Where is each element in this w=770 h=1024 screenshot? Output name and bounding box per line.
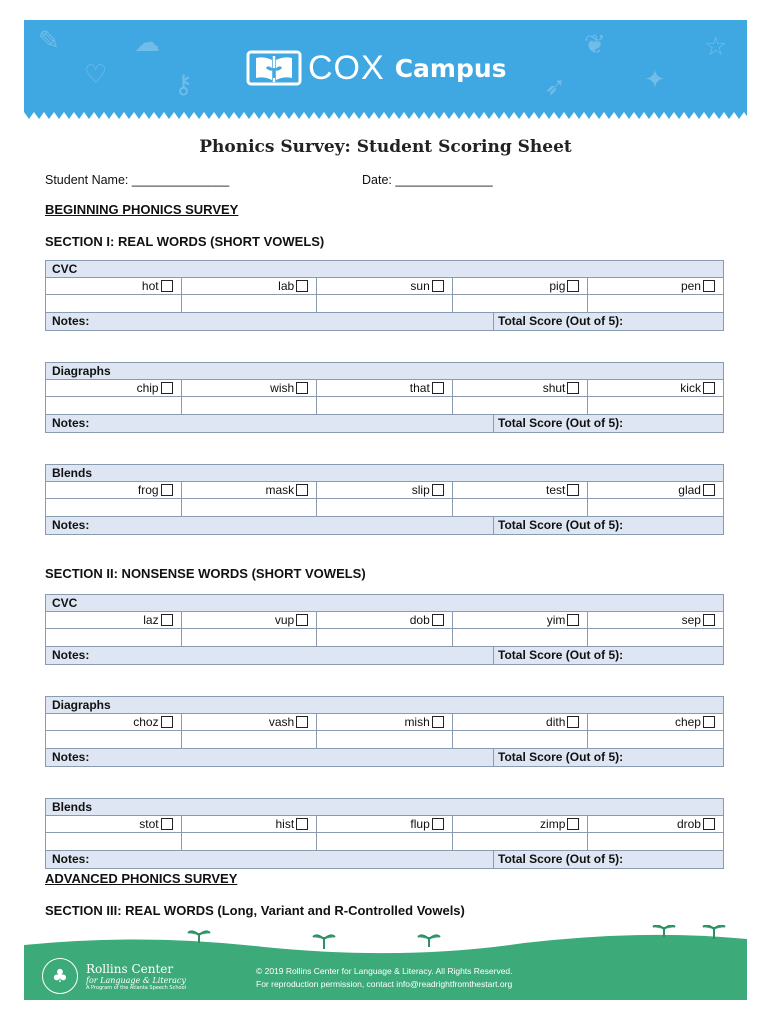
word-row xyxy=(46,380,723,397)
scoring-sheet-page xyxy=(24,20,747,1000)
org-tagline: A Program of the Atlanta Speech School xyxy=(86,984,187,991)
word-label: shut xyxy=(542,380,566,395)
word-checkbox[interactable] xyxy=(161,614,173,626)
word-cell xyxy=(182,482,318,498)
word-table xyxy=(45,594,724,665)
word-label: wish xyxy=(270,380,295,395)
tree-seal-icon: ♣ xyxy=(42,958,78,994)
word-checkbox[interactable] xyxy=(567,818,579,830)
word-cell xyxy=(182,612,318,628)
response-cell[interactable] xyxy=(588,833,723,850)
word-label: that xyxy=(409,380,430,395)
response-row xyxy=(46,833,723,851)
response-cell[interactable] xyxy=(453,499,589,516)
notes-field[interactable]: Notes: xyxy=(46,313,494,330)
total-score-field[interactable]: Total Score (Out of 5): xyxy=(498,416,624,430)
word-table xyxy=(45,362,724,433)
word-checkbox[interactable] xyxy=(567,484,579,496)
response-row xyxy=(46,295,723,313)
word-cell xyxy=(453,380,589,396)
word-checkbox[interactable] xyxy=(567,716,579,728)
word-checkbox[interactable] xyxy=(432,280,444,292)
word-row xyxy=(46,714,723,731)
word-checkbox[interactable] xyxy=(161,280,173,292)
notes-field[interactable]: Notes: xyxy=(46,851,494,868)
word-checkbox[interactable] xyxy=(432,382,444,394)
puzzle-icon: ✦ xyxy=(644,65,666,95)
word-checkbox[interactable] xyxy=(161,818,173,830)
total-score-field[interactable]: Total Score (Out of 5): xyxy=(498,750,624,764)
word-label: mish xyxy=(404,714,430,729)
total-score-field[interactable]: Total Score (Out of 5): xyxy=(498,314,624,328)
table-category: Diagraphs xyxy=(46,363,723,380)
word-checkbox[interactable] xyxy=(296,818,308,830)
word-checkbox[interactable] xyxy=(432,614,444,626)
table-category: CVC xyxy=(46,261,723,278)
word-cell xyxy=(588,278,723,294)
table-footer xyxy=(46,647,723,664)
word-table xyxy=(45,260,724,331)
word-cell xyxy=(588,714,723,730)
word-label: vash xyxy=(268,714,295,729)
table-footer xyxy=(46,517,723,534)
response-cell[interactable] xyxy=(588,295,723,312)
rocket-icon: ➶ xyxy=(544,72,566,102)
word-checkbox[interactable] xyxy=(567,614,579,626)
notes-field[interactable]: Notes: xyxy=(46,415,494,432)
response-cell[interactable] xyxy=(182,629,318,646)
table-category: Blends xyxy=(46,465,723,482)
response-cell[interactable] xyxy=(182,833,318,850)
notes-field[interactable]: Notes: xyxy=(46,647,494,664)
word-checkbox[interactable] xyxy=(296,614,308,626)
total-score-field[interactable]: Total Score (Out of 5): xyxy=(498,648,624,662)
response-cell[interactable] xyxy=(588,397,723,414)
word-checkbox[interactable] xyxy=(296,280,308,292)
word-cell xyxy=(182,816,318,832)
copyright-line: © 2019 Rollins Center for Language & Literacy. All Rights Reserved. xyxy=(256,966,513,976)
book-sprout-icon xyxy=(246,48,302,88)
word-cell xyxy=(46,482,182,498)
response-row xyxy=(46,731,723,749)
word-checkbox[interactable] xyxy=(567,382,579,394)
page-title: Phonics Survey: Student Scoring Sheet xyxy=(199,137,572,157)
notes-field[interactable]: Notes: xyxy=(46,749,494,766)
student-name-field[interactable]: Student Name: ______________ xyxy=(45,173,230,187)
table-category: Blends xyxy=(46,799,723,816)
table-category: Diagraphs xyxy=(46,697,723,714)
total-score-field[interactable]: Total Score (Out of 5): xyxy=(498,518,624,532)
word-checkbox[interactable] xyxy=(296,716,308,728)
table-footer xyxy=(46,415,723,432)
response-cell[interactable] xyxy=(588,731,723,748)
response-cell[interactable] xyxy=(453,833,589,850)
response-cell[interactable] xyxy=(46,629,182,646)
word-cell xyxy=(453,278,589,294)
response-row xyxy=(46,397,723,415)
word-label: mask xyxy=(265,482,295,497)
response-cell[interactable] xyxy=(317,397,453,414)
response-cell[interactable] xyxy=(453,731,589,748)
response-cell[interactable] xyxy=(46,833,182,850)
word-label: pen xyxy=(680,278,701,293)
org-subtitle: for Language & Literacy xyxy=(86,975,186,985)
logo-cox-text: COX xyxy=(308,48,385,87)
word-checkbox[interactable] xyxy=(703,382,715,394)
key-icon: ⚷ xyxy=(174,70,194,100)
section3-heading: SECTION III: REAL WORDS (Long, Variant and R-Controlled Vowels) xyxy=(45,903,465,918)
star-icon: ☆ xyxy=(704,32,728,62)
footer-band xyxy=(24,925,747,1000)
word-cell xyxy=(317,380,453,396)
word-label: lab xyxy=(278,278,295,293)
word-label: sun xyxy=(410,278,430,293)
word-cell xyxy=(46,278,182,294)
word-label: kick xyxy=(680,380,701,395)
response-cell[interactable] xyxy=(46,499,182,516)
word-cell xyxy=(182,278,318,294)
word-cell xyxy=(46,612,182,628)
word-cell xyxy=(453,482,589,498)
section2-heading: SECTION II: NONSENSE WORDS (SHORT VOWELS) xyxy=(45,566,366,581)
response-cell[interactable] xyxy=(317,629,453,646)
word-checkbox[interactable] xyxy=(567,280,579,292)
response-cell[interactable] xyxy=(588,629,723,646)
response-cell[interactable] xyxy=(46,731,182,748)
word-label: dith xyxy=(546,714,566,729)
header-banner xyxy=(24,20,747,112)
word-table xyxy=(45,798,724,869)
word-label: chip xyxy=(136,380,159,395)
table-footer xyxy=(46,749,723,766)
word-checkbox[interactable] xyxy=(703,716,715,728)
word-cell xyxy=(453,612,589,628)
cloud-icon: ☁ xyxy=(134,28,160,58)
word-checkbox[interactable] xyxy=(161,716,173,728)
word-label: flup xyxy=(410,816,430,831)
word-label: laz xyxy=(143,612,159,627)
response-cell[interactable] xyxy=(317,833,453,850)
table-footer xyxy=(46,851,723,868)
word-checkbox[interactable] xyxy=(703,280,715,292)
word-cell xyxy=(317,482,453,498)
cox-campus-logo[interactable] xyxy=(246,48,507,88)
copyright-text xyxy=(256,965,513,991)
word-label: frog xyxy=(137,482,159,497)
word-label: test xyxy=(546,482,566,497)
word-label: hist xyxy=(275,816,295,831)
leaf-icon: ❦ xyxy=(584,30,606,60)
permission-line: For reproduction permission, contact info@readrightfromthestart.org xyxy=(256,979,513,989)
word-checkbox[interactable] xyxy=(161,484,173,496)
advanced-survey-heading: ADVANCED PHONICS SURVEY xyxy=(45,871,238,886)
word-label: dob xyxy=(409,612,430,627)
word-cell xyxy=(588,816,723,832)
word-cell xyxy=(588,612,723,628)
word-label: zimp xyxy=(540,816,566,831)
rollins-center-logo[interactable] xyxy=(42,958,186,994)
word-label: choz xyxy=(133,714,159,729)
word-checkbox[interactable] xyxy=(432,818,444,830)
total-score-field[interactable]: Total Score (Out of 5): xyxy=(498,852,624,866)
response-cell[interactable] xyxy=(453,629,589,646)
date-field[interactable]: Date: ______________ xyxy=(362,173,493,187)
response-cell[interactable] xyxy=(182,499,318,516)
word-cell xyxy=(46,714,182,730)
word-row xyxy=(46,482,723,499)
word-row xyxy=(46,816,723,833)
section1-heading: SECTION I: REAL WORDS (SHORT VOWELS) xyxy=(45,234,325,249)
word-checkbox[interactable] xyxy=(296,382,308,394)
heart-icon: ♡ xyxy=(84,60,108,90)
word-row xyxy=(46,612,723,629)
word-row xyxy=(46,278,723,295)
word-cell xyxy=(46,380,182,396)
word-label: stot xyxy=(139,816,159,831)
response-cell[interactable] xyxy=(317,499,453,516)
beginning-survey-heading: BEGINNING PHONICS SURVEY xyxy=(45,202,239,217)
word-checkbox[interactable] xyxy=(432,484,444,496)
word-cell xyxy=(588,380,723,396)
response-cell[interactable] xyxy=(317,295,453,312)
word-cell xyxy=(453,816,589,832)
word-checkbox[interactable] xyxy=(703,614,715,626)
word-checkbox[interactable] xyxy=(432,716,444,728)
logo-campus-text: Campus xyxy=(394,53,507,83)
response-cell[interactable] xyxy=(588,499,723,516)
response-cell[interactable] xyxy=(46,397,182,414)
response-cell[interactable] xyxy=(453,397,589,414)
word-cell xyxy=(588,482,723,498)
word-cell xyxy=(317,612,453,628)
word-cell xyxy=(46,816,182,832)
word-table xyxy=(45,696,724,767)
table-category: CVC xyxy=(46,595,723,612)
word-label: glad xyxy=(678,482,701,497)
response-row xyxy=(46,629,723,647)
word-cell xyxy=(182,714,318,730)
response-row xyxy=(46,499,723,517)
table-footer xyxy=(46,313,723,330)
word-label: hot xyxy=(141,278,159,293)
word-checkbox[interactable] xyxy=(703,484,715,496)
word-label: slip xyxy=(411,482,430,497)
word-label: vup xyxy=(274,612,295,627)
word-checkbox[interactable] xyxy=(703,818,715,830)
org-name: Rollins Center xyxy=(86,961,174,976)
word-cell xyxy=(182,380,318,396)
word-label: yim xyxy=(546,612,566,627)
word-cell xyxy=(317,278,453,294)
response-cell[interactable] xyxy=(317,731,453,748)
word-cell xyxy=(453,714,589,730)
word-label: drob xyxy=(676,816,701,831)
word-cell xyxy=(317,816,453,832)
word-label: pig xyxy=(549,278,566,293)
word-cell xyxy=(317,714,453,730)
banner-scalloped-edge xyxy=(24,112,747,120)
response-cell[interactable] xyxy=(182,295,318,312)
response-cell[interactable] xyxy=(453,295,589,312)
word-checkbox[interactable] xyxy=(161,382,173,394)
response-cell[interactable] xyxy=(182,397,318,414)
word-label: sep xyxy=(681,612,701,627)
response-cell[interactable] xyxy=(46,295,182,312)
doodle-icon: ✎ xyxy=(38,26,60,56)
word-label: chep xyxy=(674,714,701,729)
response-cell[interactable] xyxy=(182,731,318,748)
word-checkbox[interactable] xyxy=(296,484,308,496)
notes-field[interactable]: Notes: xyxy=(46,517,494,534)
word-table xyxy=(45,464,724,535)
